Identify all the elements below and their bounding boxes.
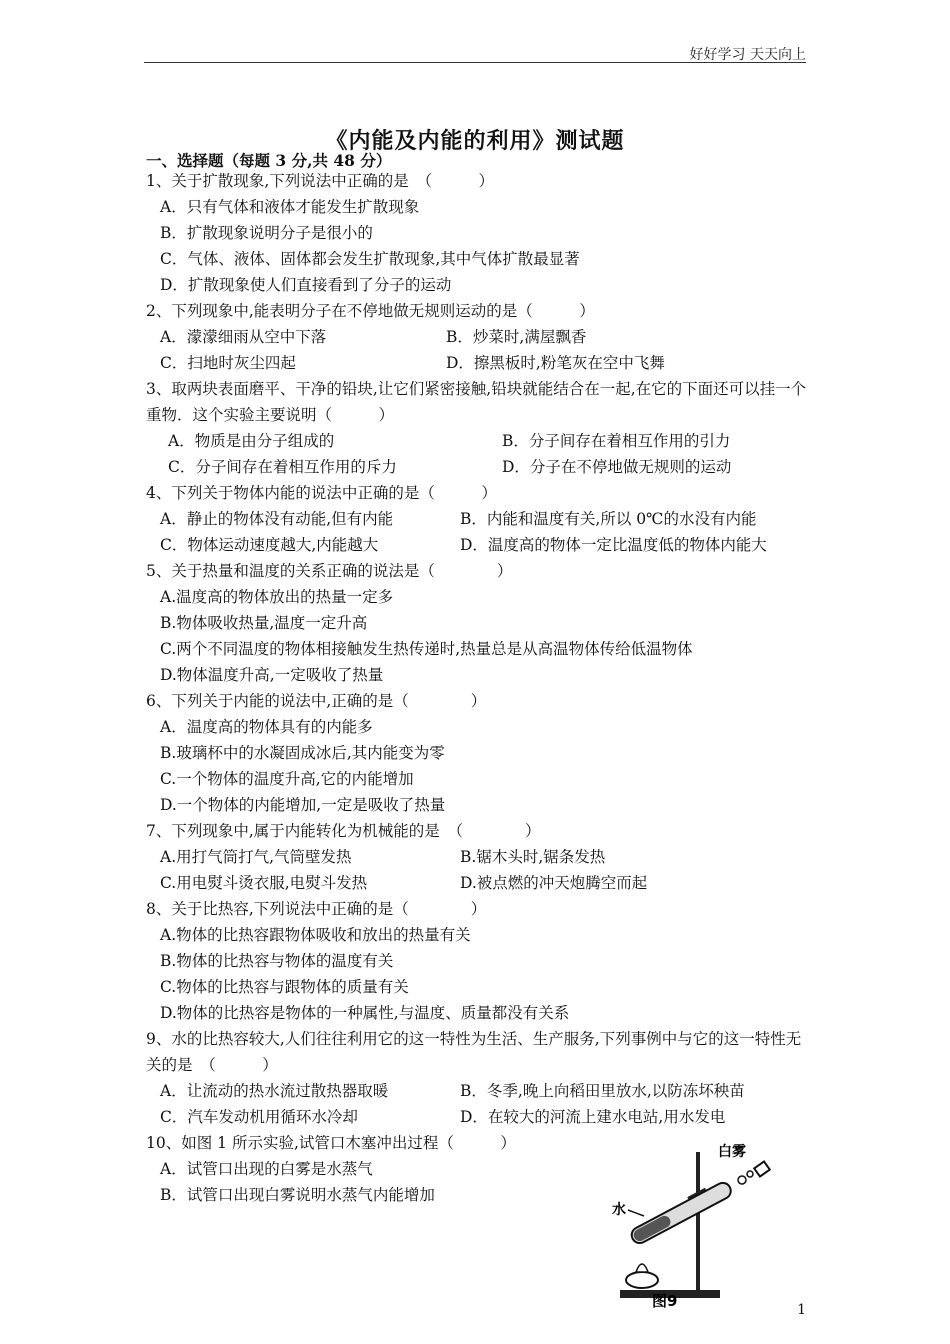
option-d: D．擦黑板时,粉笔灰在空中飞舞	[446, 354, 665, 372]
option-a: A．只有气体和液体才能发生扩散现象	[160, 198, 420, 216]
option-d: D．在较大的河流上建水电站,用水发电	[460, 1108, 726, 1126]
option-c: C.用电熨斗烫衣服,电熨斗发热	[160, 874, 368, 892]
question-stem: 1、关于扩散现象,下列说法中正确的是 （ ）	[146, 172, 495, 190]
option-a: A．静止的物体没有动能,但有内能	[160, 510, 394, 528]
option-c: C．气体、液体、固体都会发生扩散现象,其中气体扩散最显著	[160, 250, 580, 268]
question-1	[146, 168, 812, 298]
option-b: B．内能和温度有关,所以 0℃的水没有内能	[460, 510, 757, 528]
option-c: C.一个物体的温度升高,它的内能增加	[160, 770, 414, 788]
stand-rod	[696, 1152, 700, 1292]
water-pointer	[628, 1210, 644, 1216]
option-b: B．冬季,晚上向稻田里放水,以防冻坏秧苗	[460, 1082, 745, 1100]
option-c: C．物体运动速度越大,内能越大	[160, 536, 379, 554]
option-d: D.一个物体的内能增加,一定是吸收了热量	[160, 796, 446, 814]
option-b: B．炒菜时,满屋飘香	[446, 328, 587, 346]
option-d: D．扩散现象使人们直接看到了分子的运动	[160, 276, 452, 294]
option-a: A．试管口出现的白雾是水蒸气	[160, 1160, 373, 1178]
question-3	[146, 376, 812, 480]
question-6	[146, 688, 812, 818]
option-c: C．分子间存在着相互作用的斥力	[168, 458, 397, 476]
question-2	[146, 298, 812, 376]
cork	[754, 1161, 770, 1176]
option-a: A．濛濛细雨从空中下落	[160, 328, 327, 346]
option-b: B．扩散现象说明分子是很小的	[160, 224, 373, 242]
test-tube-apparatus-illustration	[608, 1140, 788, 1308]
alcohol-lamp	[626, 1272, 658, 1288]
question-7	[146, 818, 812, 896]
question-5	[146, 558, 812, 688]
option-d: D.物体的比热容是物体的一种属性,与温度、质量都没有关系	[160, 1004, 570, 1022]
label-mist: 白雾	[718, 1144, 746, 1160]
option-a: A.温度高的物体放出的热量一定多	[160, 588, 394, 606]
option-b: B．试管口出现白雾说明水蒸气内能增加	[160, 1186, 435, 1204]
mist-puff	[747, 1171, 753, 1177]
figure-caption: 图9	[652, 1292, 678, 1308]
option-d: D.被点燃的冲天炮腾空而起	[460, 874, 648, 892]
option-b: B.玻璃杯中的水凝固成冰后,其内能变为零	[160, 744, 445, 762]
question-stem: 5、关于热量和温度的关系正确的说法是（ ）	[146, 562, 513, 580]
question-stem: 8、关于比热容,下列说法中正确的是（ ）	[146, 900, 487, 918]
option-d: D．温度高的物体一定比温度低的物体内能大	[460, 536, 767, 554]
option-c: C．扫地时灰尘四起	[160, 354, 296, 372]
question-stem: 10、如图 1 所示实验,试管口木塞冲出过程（ ）	[146, 1134, 516, 1152]
experiment-figure	[608, 1140, 788, 1308]
question-stem: 9、水的比热容较大,人们往往利用它的这一特性为生活、生产服务,下列事例中与它的这一特性无关的是 （ ）	[146, 1030, 802, 1074]
option-a: A．让流动的热水流过散热器取暖	[160, 1082, 389, 1100]
question-4	[146, 480, 812, 558]
option-a: A.用打气筒打气,气筒壁发热	[160, 848, 352, 866]
question-stem: 4、下列关于物体内能的说法中正确的是（ ）	[146, 484, 497, 502]
option-a: A．物质是由分子组成的	[168, 432, 335, 450]
option-b: B.物体吸收热量,温度一定升高	[160, 614, 368, 632]
page-title: 《内能及内能的利用》测试题	[325, 128, 625, 154]
option-a: A．温度高的物体具有的内能多	[160, 718, 373, 736]
question-stem: 6、下列关于内能的说法中,正确的是（ ）	[146, 692, 487, 710]
question-stem: 7、下列现象中,属于内能转化为机械能的是 （ ）	[146, 822, 541, 840]
header-rule	[144, 62, 806, 63]
label-water: 水	[612, 1202, 626, 1218]
page-header-text: 好好学习 天天向上	[689, 47, 806, 63]
option-b: B.物体的比热容与物体的温度有关	[160, 952, 394, 970]
page-number: 1	[797, 1302, 806, 1318]
option-c: C．汽车发动机用循环水冷却	[160, 1108, 358, 1126]
option-d: D．分子在不停地做无规则的运动	[502, 458, 732, 476]
question-8	[146, 896, 812, 1026]
option-c: C.两个不同温度的物体相接触发生热传递时,热量总是从高温物体传给低温物体	[160, 640, 693, 658]
mist-puff	[738, 1176, 746, 1184]
option-d: D.物体温度升高,一定吸收了热量	[160, 666, 384, 684]
section-heading: 一、选择题（每题 3 分,共 48 分）	[146, 151, 392, 170]
question-stem: 2、下列现象中,能表明分子在不停地做无规则运动的是（ ）	[146, 302, 595, 320]
question-stem: 3、取两块表面磨平、干净的铅块,让它们紧密接触,铅块就能结合在一起,在它的下面还可以挂一个重物．这个实验主要说明（ ）	[146, 380, 807, 424]
option-c: C.物体的比热容与跟物体的质量有关	[160, 978, 409, 996]
question-list	[146, 168, 812, 1208]
option-b: B.锯木头时,锯条发热	[460, 848, 606, 866]
question-9	[146, 1026, 812, 1130]
option-b: B．分子间存在着相互作用的引力	[502, 432, 731, 450]
option-a: A.物体的比热容跟物体吸收和放出的热量有关	[160, 926, 471, 944]
flame	[636, 1264, 648, 1272]
